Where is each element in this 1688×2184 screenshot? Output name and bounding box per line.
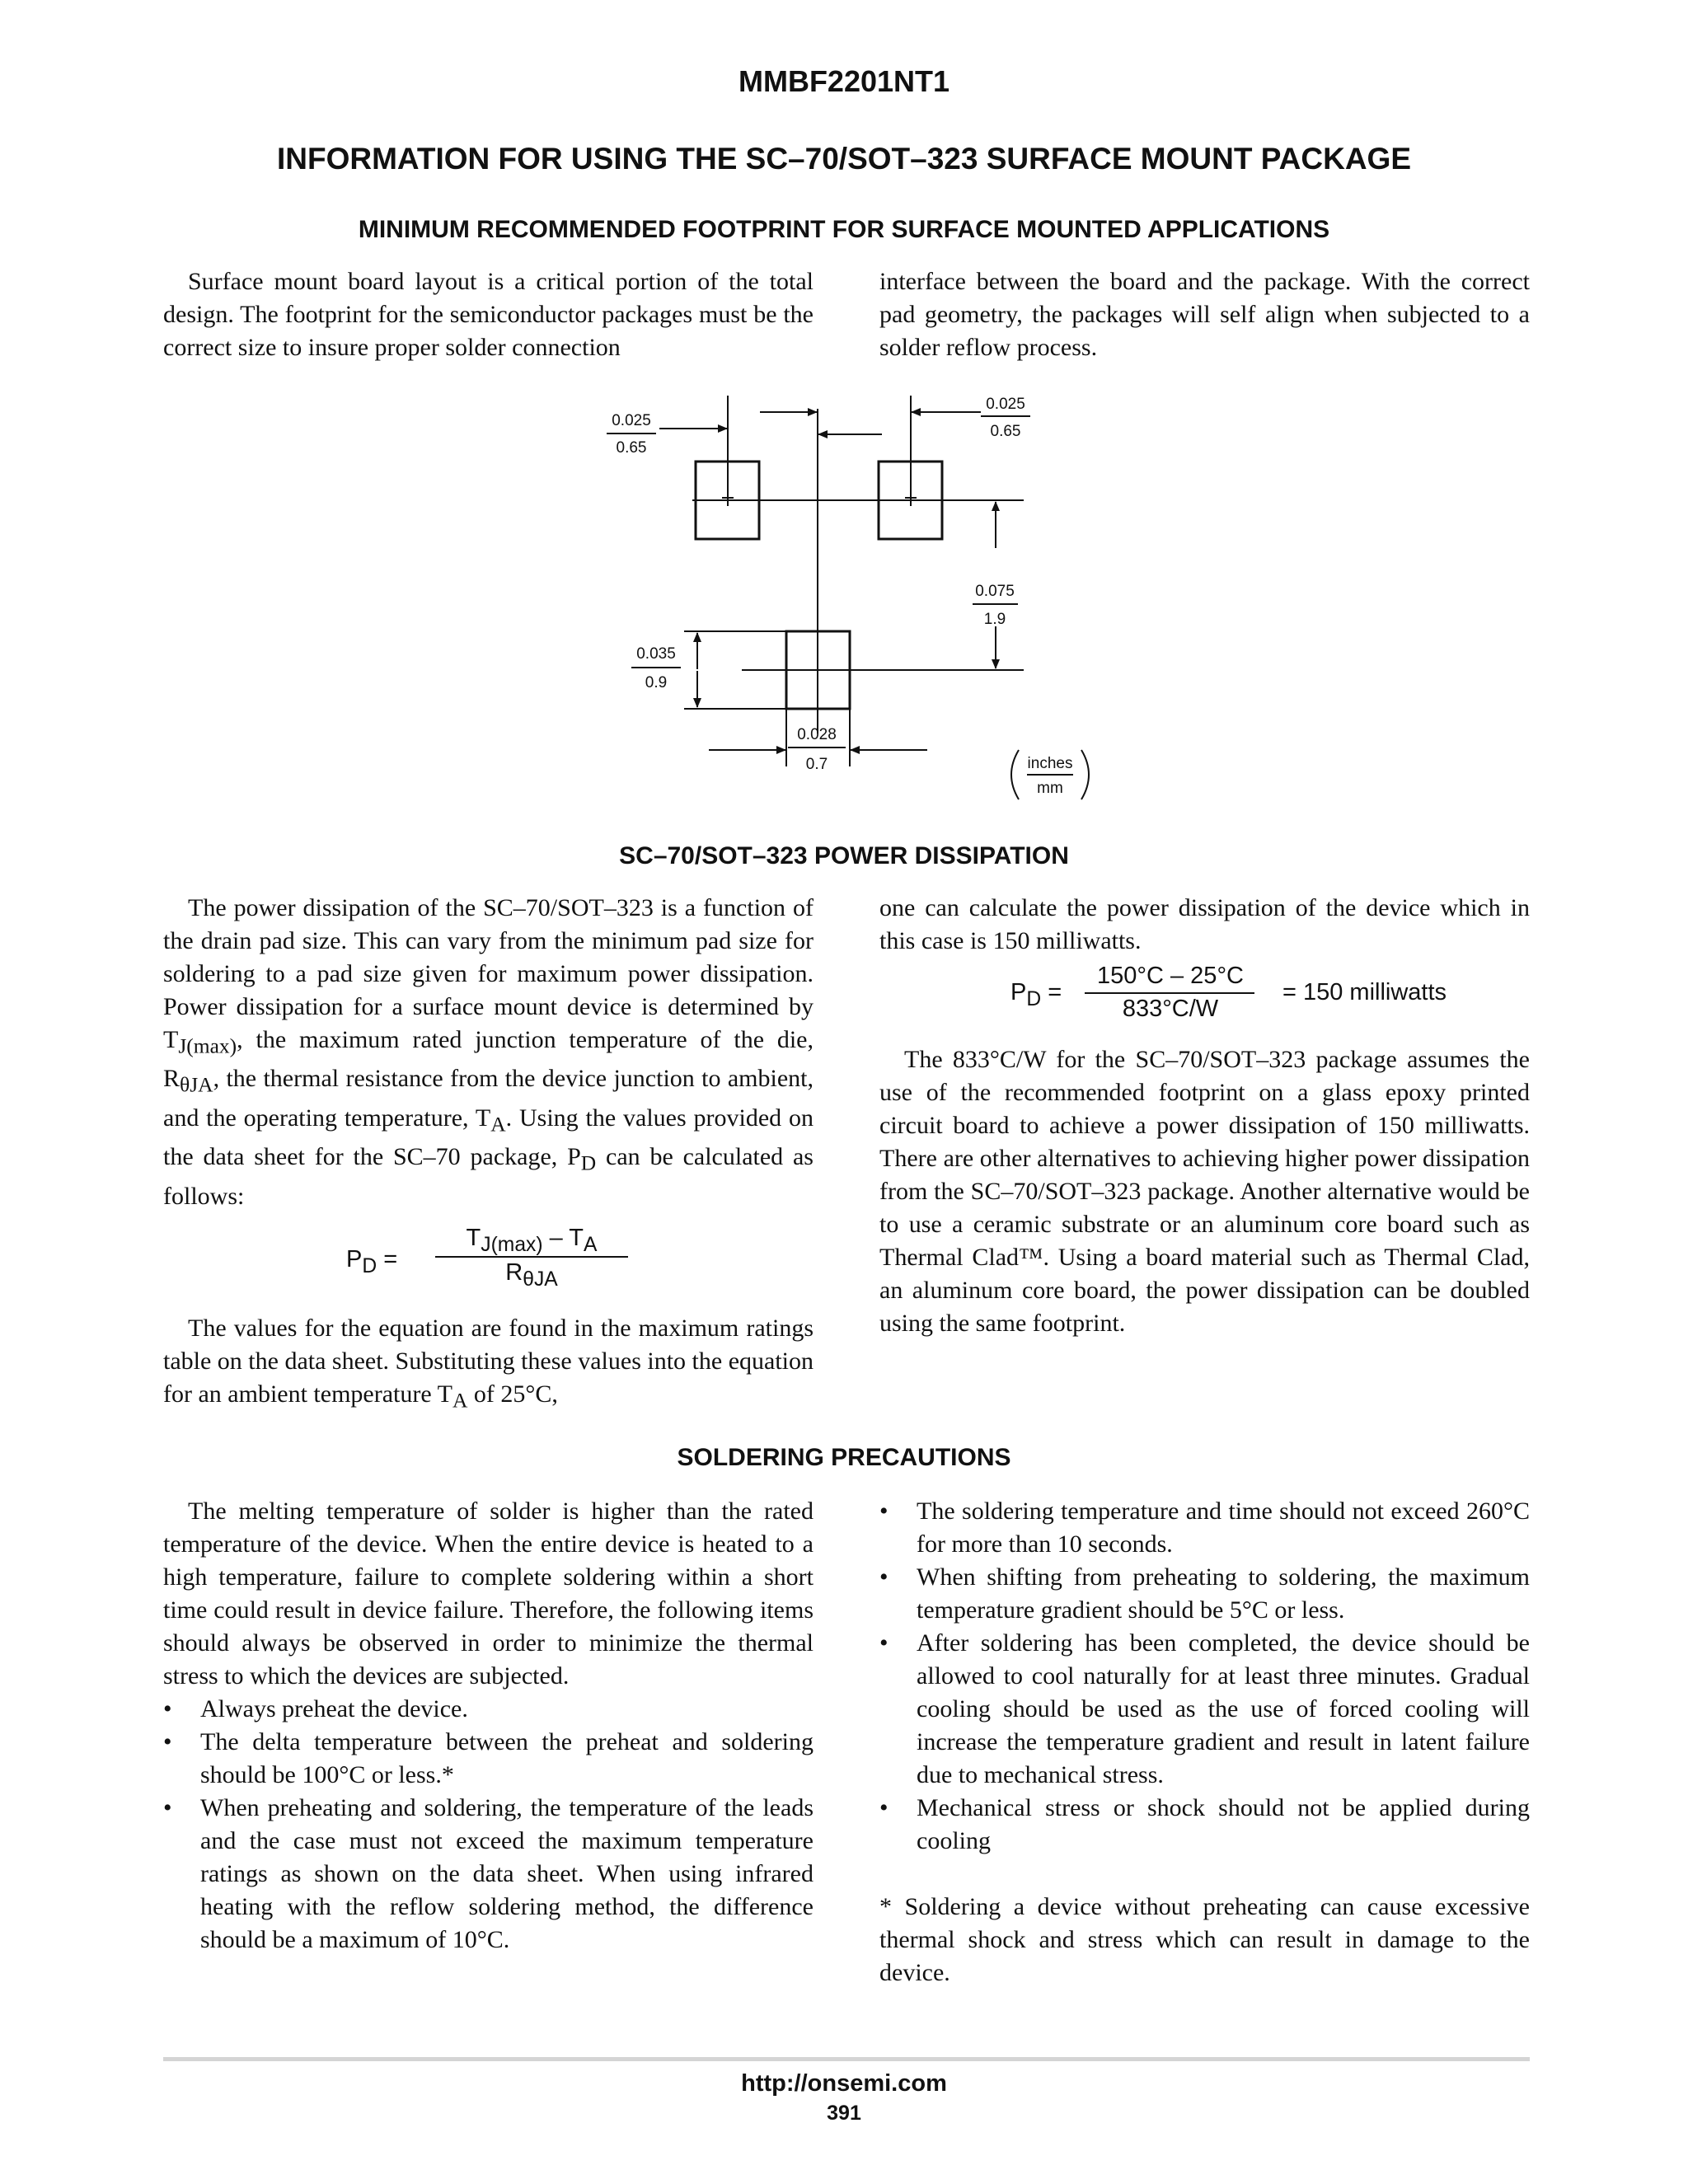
power-right-para-2-block	[879, 1043, 1530, 1340]
dim-row-spacing-inches: 0.075	[975, 583, 1015, 600]
footprint-para-right	[879, 265, 1530, 364]
soldering-left-column	[163, 1495, 814, 1957]
power-text-6: The values for the equation are found in the maximum ratings table on the data sheet. Substituting these values into the equation for an ambient temperature T	[163, 1315, 814, 1408]
power-text-5: can be calculated as follows:	[163, 1143, 814, 1210]
power-sub-ta: A	[490, 1112, 506, 1137]
footprint-heading: MINIMUM RECOMMENDED FOOTPRINT FOR SURFACE MOUNTED APPLICATIONS	[358, 216, 1330, 243]
list-item: • The delta temperature between the preheat and soldering should be 100°C or less.*	[163, 1726, 814, 1792]
eq1-num-minus-t: – T	[542, 1225, 584, 1251]
eq1-fraction-bar	[435, 1256, 628, 1258]
dim-pad-width-inches: 0.028	[797, 726, 837, 743]
eq2-fraction-bar	[1085, 992, 1254, 994]
soldering-right-column	[879, 1495, 1530, 1990]
footer-rule	[163, 2057, 1530, 2061]
eq1-den-r: R	[505, 1259, 523, 1286]
power-left-para-2-block	[163, 1312, 814, 1417]
footprint-para-right-text: interface between the board and the package. With the correct pad geometry, the packages will self align when subjected to a solder reflow process.	[879, 268, 1530, 361]
power-right-para-1: one can calculate the power dissipation of the device which in this case is 150 milliwatts.	[879, 894, 1530, 954]
eq1-num-t: T	[466, 1225, 481, 1251]
page-title: INFORMATION FOR USING THE SC–70/SOT–323 SURFACE MOUNT PACKAGE	[276, 142, 1411, 176]
units-mm-label: mm	[1037, 780, 1063, 797]
soldering-left-list	[163, 1693, 814, 1957]
eq1-num-sub-tjmax: J(max)	[481, 1234, 543, 1257]
footprint-para-left	[163, 265, 814, 364]
eq2-lhs-sub: D	[1026, 988, 1042, 1011]
eq2-numerator: 150°C – 25°C	[1097, 963, 1244, 989]
dim-pad-width-mm: 0.7	[805, 756, 828, 773]
power-text-4: . Using the values provided on the data sheet for the SC–70 package, P	[163, 1104, 814, 1171]
power-right-para-2: The 833°C/W for the SC–70/SOT–323 package assumes the use of the recommended footprint on a glass epoxy printed circuit board to achieve a power dissipation of 150 milliwatts. There are other alternatives to achieving higher power dissipation from the SC–70/SOT–323 package. Another alternative would be to use a ceramic substrate or an aluminum core board such as Thermal Clad™. Using a board material such as Thermal Clad, an aluminum core board, the power dissipation can be doubled using the same footprint.	[879, 1046, 1530, 1337]
eq1-lhs-sub: D	[362, 1255, 377, 1278]
units-inches-label: inches	[1027, 755, 1073, 772]
dim-pad-left-inches: 0.025	[612, 412, 651, 429]
eq1-equals: =	[383, 1246, 398, 1272]
dim-pad-height-mm: 0.9	[645, 674, 668, 691]
power-sub-tjmax: J(max)	[178, 1033, 237, 1058]
power-sub-pd: D	[580, 1151, 597, 1175]
eq2-result: = 150 milliwatts	[1282, 979, 1447, 1005]
eq1-denominator	[437, 1259, 626, 1291]
eq1-numerator	[437, 1225, 626, 1257]
power-sub-ta-2: A	[452, 1388, 468, 1413]
power-sub-rthetaja: θJA	[180, 1072, 213, 1097]
eq1-lhs	[346, 1246, 398, 1278]
power-right-para-1-block	[879, 892, 1530, 958]
power-heading: SC–70/SOT–323 POWER DISSIPATION	[619, 842, 1069, 869]
eq2-lhs-symbol: P	[1010, 979, 1027, 1005]
part-number: MMBF2201NT1	[738, 64, 950, 98]
power-left-column	[163, 892, 814, 1213]
page-number: 391	[827, 2102, 861, 2125]
power-text-7: of 25°C,	[467, 1380, 558, 1408]
list-item: • Mechanical stress or shock should not be applied during cooling	[879, 1792, 1530, 1858]
dim-pad-height-inches: 0.035	[636, 645, 676, 663]
eq2-equals: =	[1048, 979, 1062, 1005]
list-item: • The soldering temperature and time should not exceed 260°C for more than 10 seconds.	[879, 1495, 1530, 1561]
list-item: • After soldering has been completed, the device should be allowed to cool naturally for at least three minutes. Gradual cooling should be used as the use of forced cooling will increase the temperature gradient and result in latent failure due to mechanical stress.	[879, 1627, 1530, 1792]
soldering-footnote: * Soldering a device without preheating can cause excessive thermal shock and stress which can result in damage to the device.	[879, 1893, 1530, 1986]
list-item: • When preheating and soldering, the temperature of the leads and the case must not exceed the maximum temperature ratings as shown on the data sheet. When using infrared heating with the reflow soldering method, the difference should be a maximum of 10°C.	[163, 1792, 814, 1957]
dim-pad-right-inches: 0.025	[986, 396, 1025, 413]
spacer	[879, 1858, 1530, 1891]
power-text-1: The power dissipation of the SC–70/SOT–323 is a function of the drain pad size. This can vary from the minimum pad size for soldering to a pad size given for maximum power dissipation. Power dissipation for a surface mount device is determined by T	[163, 894, 814, 1053]
power-text-3: , the thermal resistance from the device junction to ambient, and the operating temperature, T	[163, 1065, 814, 1132]
list-item: • When shifting from preheating to soldering, the maximum temperature gradient should be 5°C or less.	[879, 1561, 1530, 1627]
dim-pad-left-mm: 0.65	[616, 439, 647, 457]
eq1-lhs-symbol: P	[346, 1246, 363, 1272]
eq2-denominator: 833°C/W	[1122, 996, 1219, 1022]
dim-row-spacing-mm: 1.9	[983, 611, 1006, 628]
eq1-den-sub: θJA	[523, 1268, 558, 1291]
dim-pad-right-mm: 0.65	[990, 423, 1021, 440]
eq1-num-sub-ta: A	[584, 1234, 598, 1257]
power-text-2: , the maximum rated junction temperature of the die, R	[163, 1026, 814, 1093]
footer-url[interactable]: http://onsemi.com	[741, 2070, 947, 2097]
power-left-para-1	[163, 892, 814, 1213]
soldering-right-list	[879, 1495, 1530, 1858]
power-left-para-2	[163, 1312, 814, 1417]
eq2-lhs	[1010, 979, 1062, 1011]
list-item: • Always preheat the device.	[163, 1693, 814, 1726]
footprint-para-left-text: Surface mount board layout is a critical portion of the total design. The footprint for the semiconductor packages must be the correct size to insure proper solder connection	[163, 268, 814, 361]
footprint-diagram	[577, 379, 1121, 824]
soldering-intro: The melting temperature of solder is higher than the rated temperature of the device. When the entire device is heated to a high temperature, failure to complete soldering within a short time could result in device failure. Therefore, the following items should always be observed in order to minimize the thermal stress to which the devices are subjected.	[163, 1497, 814, 1690]
soldering-heading: SOLDERING PRECAUTIONS	[677, 1444, 1011, 1471]
